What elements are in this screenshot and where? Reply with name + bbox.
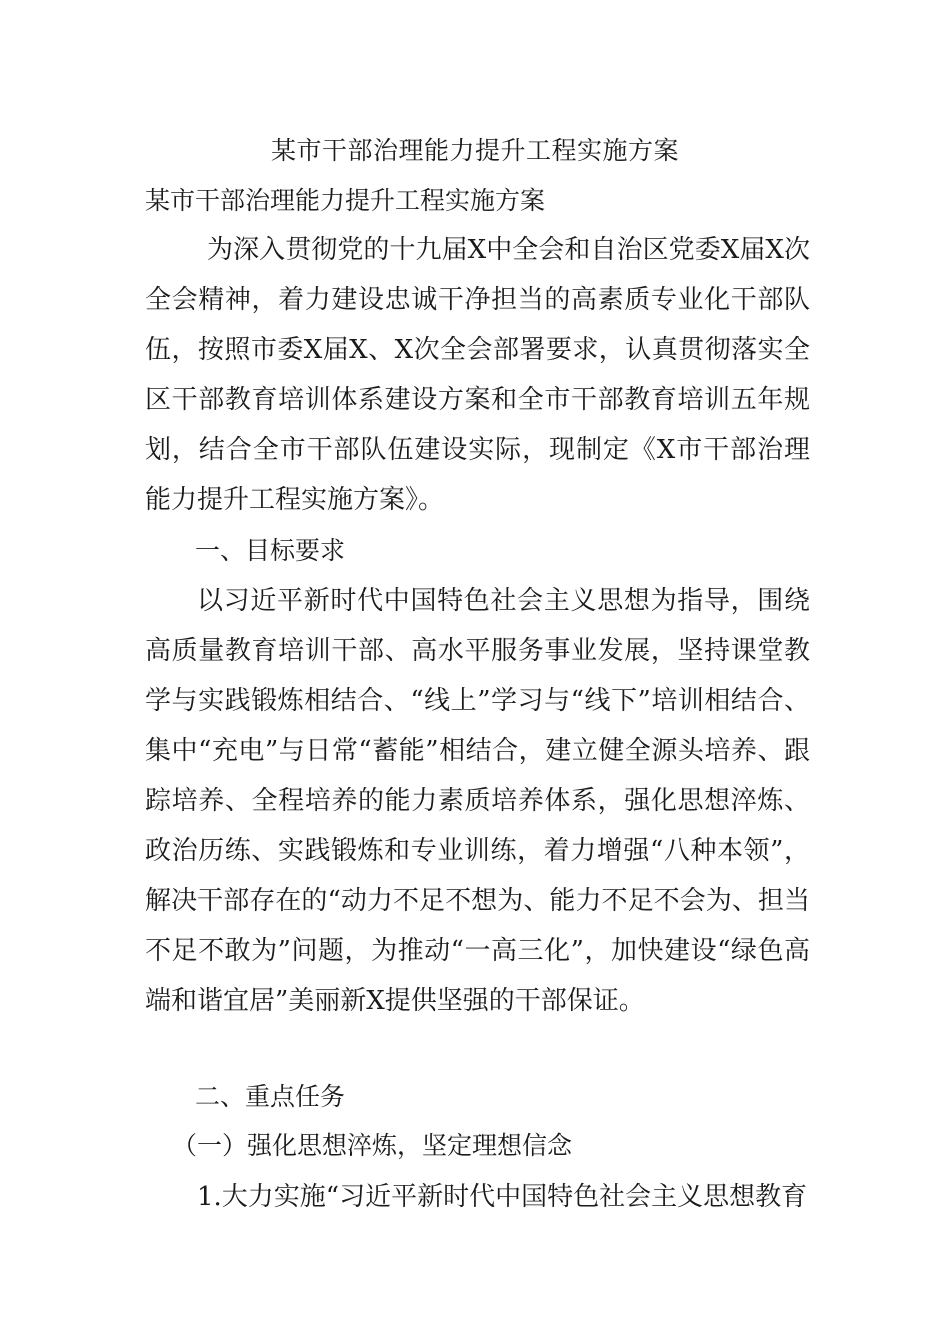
intro-paragraph: 为深入贯彻党的十九届X中全会和自治区党委X届X次全会精神，着力建设忠诚干净担当的高素质专业化干部队伍，按照市委X届X、X次全会部署要求，认真贯彻落实全区干部教育培训体系建设方案和全市干部教育培训五年规划，结合全市干部队伍建设实际，现制定《X市干部治理能力提升工程实施方案》。 — [145, 235, 810, 515]
document-subtitle: 某市干部治理能力提升工程实施方案 — [145, 186, 546, 215]
document-title: 某市干部治理能力提升工程实施方案 — [270, 136, 679, 165]
goals-paragraph: 以习近平新时代中国特色社会主义思想为指导，围绕高质量教育培训干部、高水平服务事业发展，坚持课堂教学与实践锻炼相结合、“线上”学习与“线下”培训相结合、集中“充电”与日常“蓄能”相结合，建立健全源头培养、跟踪培养、全程培养的能力素质培养体系，强化思想淬炼、政治历练、实践锻炼和专业训练，着力增强“八种本领”，解决干部存在的“动力不足不想为、能力不足不会为、担当不足不敢为”问题，为推动“一高三化”，加快建设“绿色高端和谐宜居”美丽新X提供坚强的干部保证。 — [145, 586, 810, 1016]
task-item-1: 1.大力实施“习近平新时代中国特色社会主义思想教育 — [197, 1182, 808, 1212]
subsection-heading: （一）强化思想淬炼，坚定理想信念 — [172, 1131, 573, 1160]
section-heading-goals: 一、目标要求 — [195, 536, 346, 565]
section-heading-tasks: 二、重点任务 — [195, 1082, 346, 1111]
